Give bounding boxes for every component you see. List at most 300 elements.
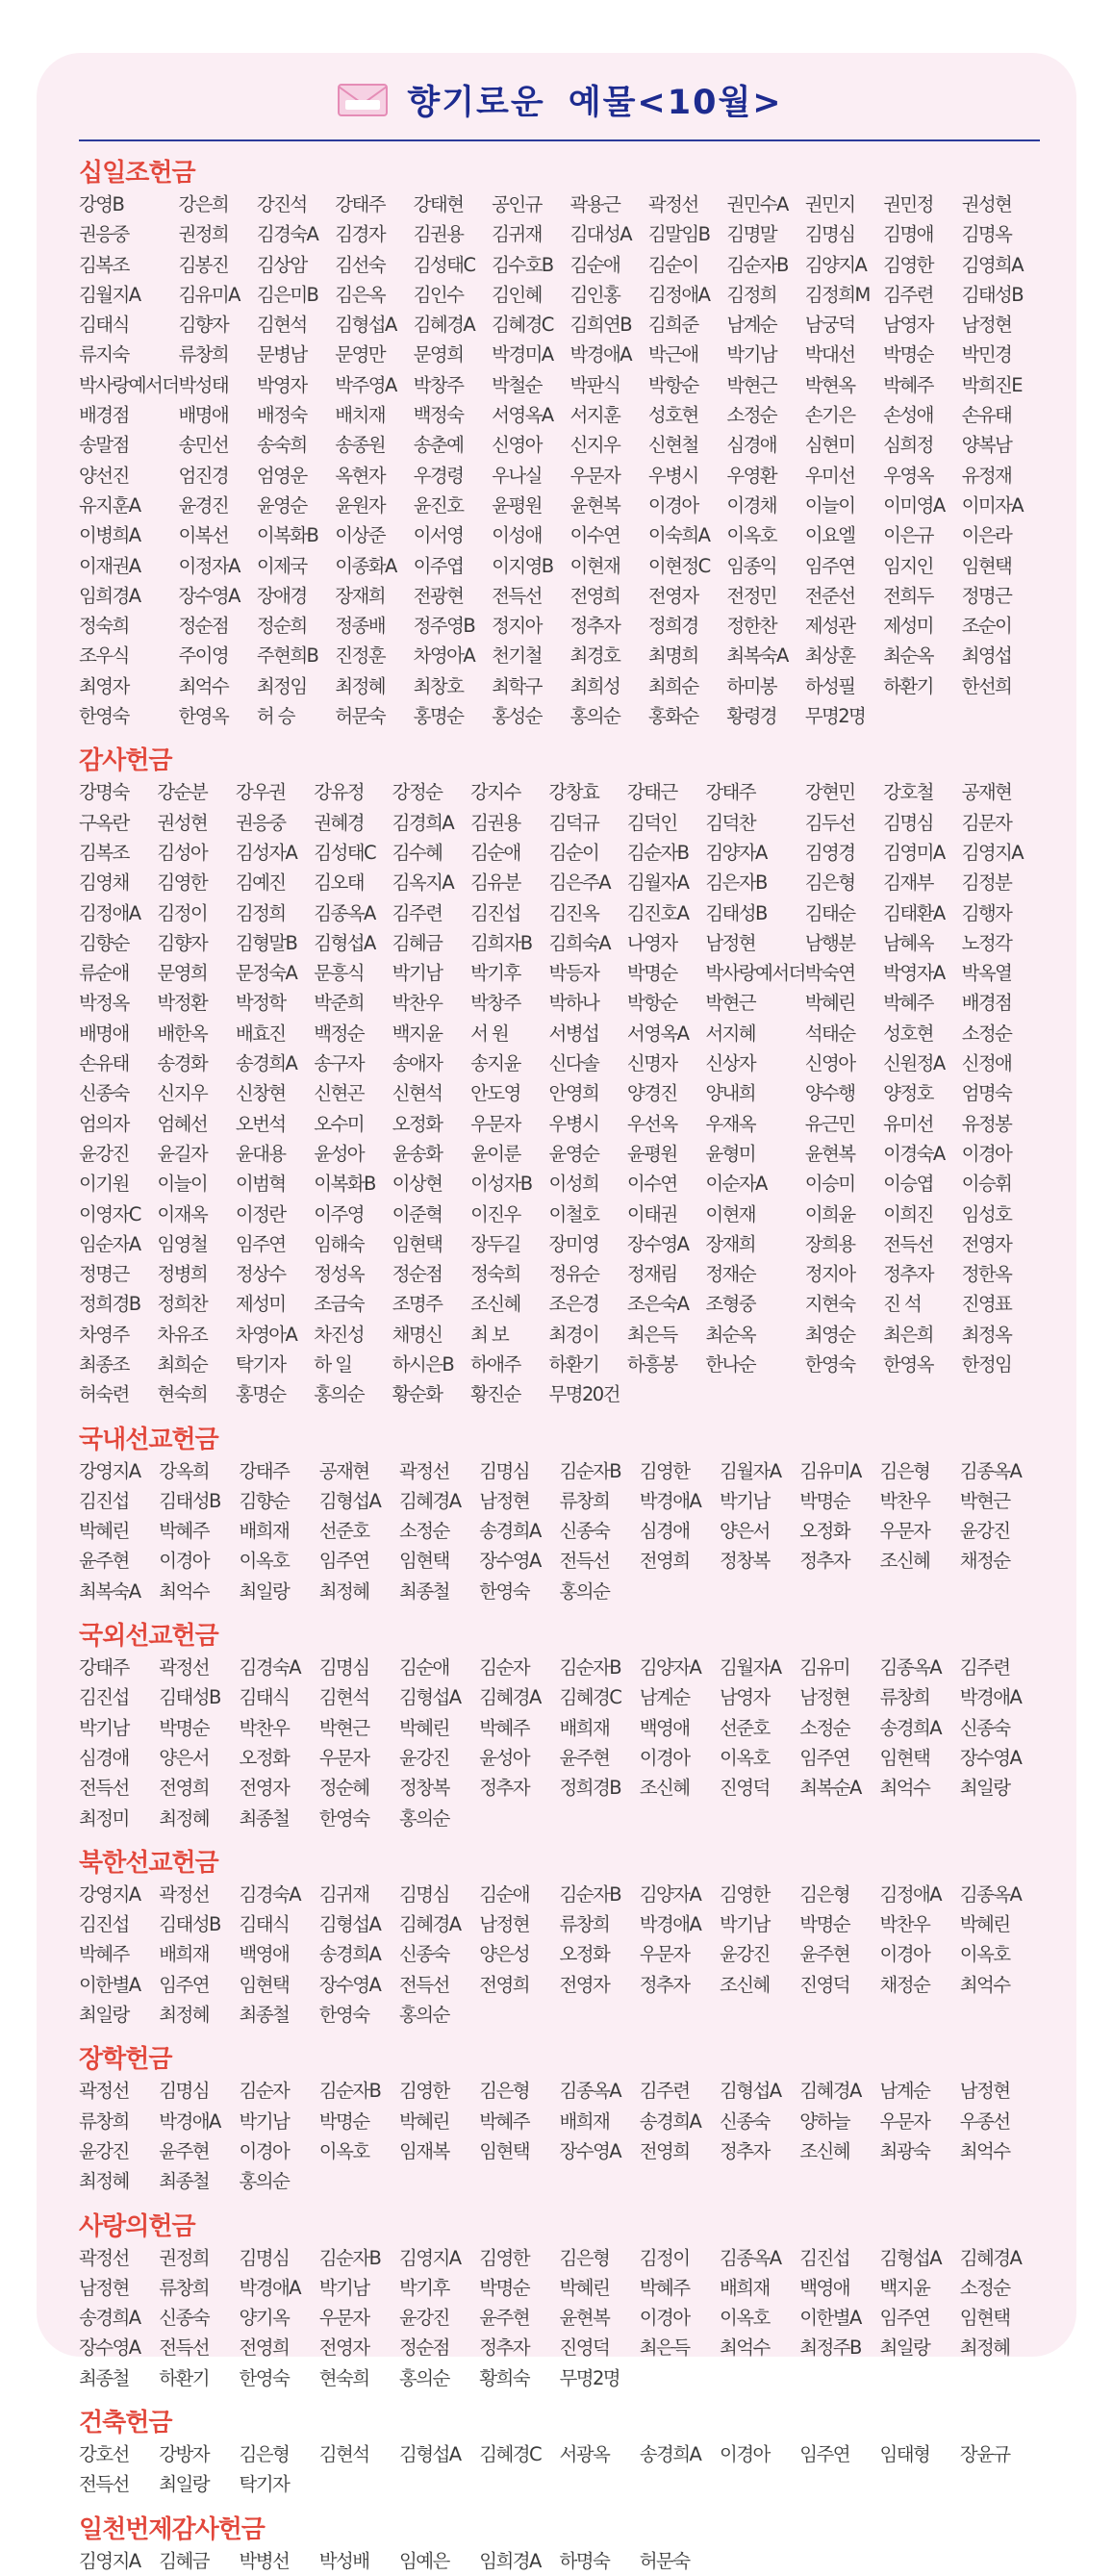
- donor-name: 강태주: [335, 193, 385, 215]
- donor-name: 박경애A: [639, 1913, 701, 1936]
- donor-name: 송종원: [335, 434, 385, 457]
- donor-name: 채정순: [879, 1973, 930, 1996]
- donor-name: 김양지A: [804, 253, 867, 276]
- donor-name: 임현택: [479, 2139, 529, 2162]
- donor-name: 조우식: [79, 644, 129, 668]
- donor-name: 황희숙: [479, 2366, 529, 2389]
- donor-name: 김태성B: [961, 283, 1024, 306]
- donor-name: 강영지A: [79, 1882, 140, 1906]
- donor-name: 박현근: [705, 992, 756, 1015]
- donor-name: 윤영순: [548, 1142, 599, 1165]
- donor-name: 이정란: [235, 1202, 286, 1225]
- donor-name: 김혜경A: [959, 2246, 1022, 2269]
- donor-name: 이병희A: [79, 524, 140, 547]
- donor-name: 조은경: [548, 1293, 599, 1316]
- donor-name: 지현숙: [804, 1293, 855, 1316]
- donor-name: 유정봉: [961, 1112, 1012, 1135]
- donor-name: 윤대용: [235, 1142, 286, 1165]
- donor-name: 강영지A: [79, 1459, 140, 1482]
- donor-name: 정추자: [883, 1263, 933, 1286]
- donor-name: 김영한: [883, 253, 933, 276]
- donor-name: 장재희: [705, 1232, 756, 1255]
- donor-name: 김태식: [239, 1913, 290, 1936]
- donor-name: 류창희: [79, 2109, 129, 2133]
- donor-name: 우병시: [548, 1112, 599, 1135]
- donor-name: 선준호: [720, 1716, 770, 1739]
- donor-name: 김진섭: [799, 2246, 849, 2269]
- donor-name: 우경령: [413, 464, 464, 487]
- donor-name: 김희자B: [470, 931, 532, 954]
- donor-name: 우재옥: [705, 1112, 756, 1135]
- donor-name: 이희윤: [804, 1202, 855, 1225]
- donor-name: 김순이: [548, 841, 599, 864]
- donor-name: 장미영: [548, 1232, 599, 1255]
- donor-name: 양하늘: [799, 2109, 849, 2133]
- donor-name: 정한옥: [961, 1263, 1012, 1286]
- donor-name: 김말임B: [647, 223, 710, 246]
- donor-name: 성호현: [647, 404, 698, 427]
- donor-name: 김정이: [639, 2246, 690, 2269]
- donor-name: 이준혁: [392, 1202, 443, 1225]
- donor-name: 한정임: [961, 1352, 1012, 1376]
- donor-name: 배효진: [235, 1022, 286, 1045]
- donor-name: 최순옥: [883, 644, 933, 668]
- donor-name: 서지훈: [569, 404, 620, 427]
- donor-name: 장수영A: [559, 2139, 620, 2162]
- donor-name: 강호선: [79, 2443, 129, 2465]
- donor-name: 윤현복: [559, 2307, 610, 2330]
- donor-name: 임주연: [799, 2443, 849, 2465]
- donor-name: 홍화순: [647, 705, 698, 728]
- donor-name: 김권용: [413, 223, 464, 246]
- donor-name: 김월자A: [626, 871, 689, 895]
- donor-name: 김종옥A: [314, 901, 375, 924]
- donor-name: 양경진: [626, 1082, 677, 1105]
- donor-name: 이순자A: [705, 1173, 767, 1196]
- donor-name: 배명애: [178, 404, 229, 427]
- donor-name: 임현택: [961, 554, 1012, 577]
- donor-name: 우종선: [959, 2109, 1010, 2133]
- donor-name: 신종숙: [959, 1716, 1010, 1739]
- donor-name: 엄영운: [256, 464, 307, 487]
- donor-name: 강옥희: [159, 1459, 209, 1482]
- donor-name: 송말점: [79, 434, 129, 457]
- donor-name: 배희재: [559, 1716, 610, 1739]
- donor-name: 전득선: [79, 1777, 129, 1800]
- donor-name: 전득선: [883, 1232, 933, 1255]
- donor-name: 임희경A: [79, 584, 140, 607]
- donor-name: 하미봉: [726, 674, 777, 697]
- donor-name: 진영덕: [799, 1973, 849, 1996]
- donor-name: 우나실: [492, 464, 542, 487]
- donor-name: 박혜주: [159, 1520, 209, 1543]
- donor-name: 탁기자: [235, 1352, 286, 1376]
- donor-name: 최정혜: [159, 2004, 209, 2027]
- donor-name: 이승미: [804, 1173, 855, 1196]
- donor-name: 박찬우: [879, 1489, 930, 1512]
- donor-name: 전영희: [479, 1973, 529, 1996]
- donor-name: 문영희: [413, 343, 464, 366]
- donor-name: 정추자: [799, 1550, 849, 1573]
- donor-name: 최복숙A: [79, 1579, 140, 1603]
- donor-name: 전희두: [883, 584, 933, 607]
- donor-name: 임현택: [959, 2307, 1010, 2330]
- donor-name: 김형섭A: [318, 1489, 381, 1512]
- section-title: 십일조헌금: [79, 159, 195, 188]
- donor-name: 한영옥: [178, 705, 229, 728]
- donor-name: 이한별A: [79, 1973, 140, 1996]
- donor-name: 차영아A: [235, 1323, 297, 1346]
- donor-name: 신종숙: [399, 1943, 449, 1966]
- donor-name: 박경미A: [492, 343, 553, 366]
- donor-name: 양수행: [804, 1082, 855, 1105]
- donor-name: 박등자: [548, 962, 599, 985]
- donor-name: 정창복: [720, 1550, 770, 1573]
- donor-name: 김경희A: [392, 811, 454, 834]
- donor-name: 최정임: [256, 674, 307, 697]
- donor-name: 남행분: [804, 931, 855, 954]
- donor-name: 정순점: [392, 1263, 443, 1286]
- donor-name: 차유조: [157, 1323, 208, 1346]
- donor-name: 조형중: [705, 1293, 756, 1316]
- donor-name: 이복화B: [256, 524, 318, 547]
- donor-name: 이은라: [961, 524, 1012, 547]
- donor-name: 이정자A: [178, 554, 240, 577]
- donor-name: 양은성: [479, 1943, 529, 1966]
- donor-name: 하시은B: [392, 1352, 454, 1376]
- donor-name: 김권용: [470, 811, 520, 834]
- donor-name: 공재현: [961, 781, 1012, 804]
- donor-name: 허문숙: [639, 2549, 690, 2572]
- donor-name: 김순자B: [726, 253, 788, 276]
- donor-name: 임순자A: [79, 1232, 140, 1255]
- donor-name: 강태근: [626, 781, 677, 804]
- donor-name: 김주련: [883, 283, 933, 306]
- donor-name: 한영숙: [318, 2004, 369, 2027]
- donor-name: 임현택: [239, 1973, 290, 1996]
- name-list: [79, 2243, 1040, 2393]
- donor-name: 박혜린: [804, 992, 855, 1015]
- donor-name: 남정현: [79, 2276, 129, 2299]
- donor-name: 김영지A: [399, 2246, 461, 2269]
- donor-name: 양정호: [883, 1082, 933, 1105]
- donor-name: 박정학: [235, 992, 286, 1015]
- donor-name: 강방자: [159, 2443, 209, 2465]
- donor-name: 하환기: [159, 2366, 209, 2389]
- donor-name: 허문숙: [335, 705, 385, 728]
- donor-name: 정순점: [178, 615, 229, 638]
- donor-name: 배치재: [335, 404, 385, 427]
- donor-name: 이승휘: [961, 1173, 1012, 1196]
- donor-name: 김종옥A: [559, 2080, 620, 2103]
- donor-name: 하환기: [883, 674, 933, 697]
- donor-name: 김순이: [647, 253, 698, 276]
- donor-name: 송애자: [392, 1052, 443, 1075]
- donor-name: 조신혜: [799, 2139, 849, 2162]
- donor-name: 정순희: [256, 615, 307, 638]
- donor-name: 문정숙A: [235, 962, 297, 985]
- donor-name: 이미자A: [961, 493, 1024, 517]
- donor-name: 박찬우: [879, 1913, 930, 1936]
- donor-name: 공재현: [318, 1459, 369, 1482]
- donor-name: 김성자A: [235, 841, 297, 864]
- donor-name: 김순애: [569, 253, 620, 276]
- donor-name: 류창희: [559, 1489, 610, 1512]
- donor-name: 정희경B: [79, 1293, 140, 1316]
- offering-section: [79, 746, 1040, 1409]
- donor-name: 제성미: [883, 615, 933, 638]
- donor-name: 서 원: [470, 1022, 509, 1045]
- donor-name: 박기남: [79, 1716, 129, 1739]
- donor-name: 백영애: [239, 1943, 290, 1966]
- donor-name: 전득선: [79, 2473, 129, 2496]
- donor-name: 차영주: [79, 1323, 129, 1346]
- donor-name: 김봉진: [178, 253, 229, 276]
- donor-name: 박명순: [159, 1716, 209, 1739]
- donor-name: 김종옥A: [959, 1882, 1022, 1906]
- donor-name: 최복순A: [799, 1777, 861, 1800]
- donor-name: 김덕규: [548, 811, 599, 834]
- donor-name: 임현택: [392, 1232, 443, 1255]
- donor-name: 윤형미: [705, 1142, 756, 1165]
- donor-name: 박경애A: [569, 343, 631, 366]
- donor-name: 김진섭: [470, 901, 520, 924]
- donor-name: 김유미A: [799, 1459, 861, 1482]
- donor-name: 한선희: [961, 674, 1012, 697]
- donor-name: 홍의순: [569, 705, 620, 728]
- donor-name: 최억수: [159, 1579, 209, 1603]
- donor-name: 김영한: [399, 2080, 449, 2103]
- donor-name: 김월자A: [720, 1459, 781, 1482]
- donor-name: 박혜린: [399, 2109, 449, 2133]
- donor-name: 안도영: [470, 1082, 520, 1105]
- envelope-icon: [336, 81, 390, 119]
- donor-name: 남정현: [961, 314, 1012, 337]
- header: [94, 66, 1024, 134]
- donor-name: 배정숙: [256, 404, 307, 427]
- donor-name: 김정애A: [79, 901, 140, 924]
- donor-name: 임현택: [399, 1550, 449, 1573]
- donor-name: 서광옥: [559, 2443, 610, 2465]
- donor-name: 황순화: [392, 1383, 443, 1406]
- donor-name: 류창희: [879, 1686, 930, 1709]
- donor-name: 김태환A: [883, 901, 945, 924]
- donor-name: 김정희M: [804, 283, 870, 306]
- donor-name: 이성애: [492, 524, 542, 547]
- donor-name: 홍의순: [399, 2004, 449, 2027]
- donor-name: 이한별A: [799, 2307, 861, 2330]
- donor-name: 전득선: [399, 1973, 449, 1996]
- donor-name: 이진우: [470, 1202, 520, 1225]
- donor-name: 김영미A: [883, 841, 945, 864]
- donor-name: 홍의순: [399, 2366, 449, 2389]
- donor-name: 허숙련: [79, 1383, 129, 1406]
- donor-name: 이수연: [626, 1173, 677, 1196]
- donor-name: 한영숙: [318, 1806, 369, 1830]
- donor-name: 남계순: [726, 314, 777, 337]
- donor-name: 한영숙: [804, 1352, 855, 1376]
- donor-name: 김은형: [239, 2443, 290, 2465]
- donor-name: 정명근: [79, 1263, 129, 1286]
- donor-name: 조신혜: [470, 1293, 520, 1316]
- donor-name: 김순애: [479, 1882, 529, 1906]
- name-list: [79, 1653, 1040, 1833]
- donor-name: 김진옥: [548, 901, 599, 924]
- donor-name: 윤주현: [479, 2307, 529, 2330]
- donor-name: 박현옥: [804, 373, 855, 396]
- donor-name: 정추자: [479, 1777, 529, 1800]
- donor-name: 최경호: [569, 644, 620, 668]
- donor-name: 오정화: [239, 1746, 290, 1769]
- donor-name: 옥현자: [335, 464, 385, 487]
- donor-name: 정병희: [157, 1263, 208, 1286]
- donor-name: 송민선: [178, 434, 229, 457]
- donor-name: 송경화: [157, 1052, 208, 1075]
- donor-name: 나영자: [626, 931, 677, 954]
- donor-name: 최정혜: [159, 1806, 209, 1830]
- donor-name: 한영숙: [239, 2366, 290, 2389]
- donor-name: 김덕인: [626, 811, 677, 834]
- donor-name: 이성자B: [470, 1173, 532, 1196]
- donor-name: 무명2명: [804, 705, 866, 728]
- donor-name: 장재희: [335, 584, 385, 607]
- donor-name: 배경점: [961, 992, 1012, 1015]
- donor-name: 권성현: [157, 811, 208, 834]
- donor-name: 박근애: [647, 343, 698, 366]
- donor-name: 최순옥: [705, 1323, 756, 1346]
- header-divider: [79, 139, 1040, 141]
- donor-name: 김주련: [959, 1656, 1010, 1679]
- donor-name: 박기남: [318, 2276, 369, 2299]
- donor-name: 홍명순: [235, 1383, 286, 1406]
- donor-name: 신창현: [235, 1082, 286, 1105]
- donor-name: 송경희A: [639, 2109, 701, 2133]
- donor-name: 공인규: [492, 193, 542, 215]
- donor-name: 소정순: [799, 1716, 849, 1739]
- donor-name: 윤원자: [335, 493, 385, 517]
- donor-name: 최종철: [239, 1806, 290, 1830]
- donor-name: 진정훈: [335, 644, 385, 668]
- donor-name: 김혜경A: [399, 1489, 461, 1512]
- donor-name: 장수영A: [626, 1232, 689, 1255]
- donor-name: 임희경A: [479, 2549, 541, 2572]
- donor-name: 김경숙A: [239, 1882, 300, 1906]
- donor-name: 전영희: [159, 1777, 209, 1800]
- donor-name: 탁기자: [239, 2473, 290, 2496]
- donor-name: 엄명숙: [961, 1082, 1012, 1105]
- donor-name: 김혜경C: [492, 314, 553, 337]
- donor-name: 박희진E: [961, 373, 1023, 396]
- donor-name: 권민수A: [726, 193, 788, 215]
- donor-name: 윤경진: [178, 493, 229, 517]
- donor-name: 정명근: [961, 584, 1012, 607]
- donor-name: 임지인: [883, 554, 933, 577]
- donor-name: 김명심: [318, 1656, 369, 1679]
- donor-name: 박현근: [726, 373, 777, 396]
- donor-name: 김향순: [79, 931, 129, 954]
- donor-name: 백정숙: [413, 404, 464, 427]
- donor-name: 신다솔: [548, 1052, 599, 1075]
- donor-name: 차영아A: [413, 644, 475, 668]
- donor-name: 이옥호: [959, 1943, 1010, 1966]
- donor-name: 박현근: [959, 1489, 1010, 1512]
- donor-name: 박성태: [178, 373, 229, 396]
- donor-name: 김혜경A: [479, 1686, 541, 1709]
- donor-name: 우문자: [318, 2307, 369, 2330]
- donor-name: 신현철: [647, 434, 698, 457]
- donor-name: 권응중: [235, 811, 286, 834]
- donor-name: 조명주: [392, 1293, 443, 1316]
- donor-name: 김영한: [720, 1882, 770, 1906]
- donor-name: 윤성아: [479, 1746, 529, 1769]
- donor-name: 윤주현: [559, 1746, 610, 1769]
- donor-name: 이경아: [239, 2139, 290, 2162]
- donor-name: 김주련: [639, 2080, 690, 2103]
- donor-name: 진영표: [961, 1293, 1012, 1316]
- donor-name: 신지우: [157, 1082, 208, 1105]
- donor-name: 김혜경A: [799, 2080, 861, 2103]
- donor-name: 이은규: [883, 524, 933, 547]
- donor-name: 정성옥: [314, 1263, 364, 1286]
- section-title: 국내선교헌금: [79, 1425, 218, 1454]
- donor-name: 윤강진: [79, 2139, 129, 2162]
- donor-name: 최종철: [159, 2170, 209, 2193]
- donor-name: 류순애: [79, 962, 129, 985]
- donor-name: 김진섭: [79, 1913, 129, 1936]
- donor-name: 김태성B: [159, 1686, 220, 1709]
- donor-name: 박기남: [720, 1913, 770, 1936]
- donor-name: 심경애: [79, 1746, 129, 1769]
- donor-name: 소정순: [399, 1520, 449, 1543]
- donor-name: 선준호: [318, 1520, 369, 1543]
- donor-name: 이경아: [639, 2307, 690, 2330]
- donor-name: 류지숙: [79, 343, 129, 366]
- donor-name: 최억수: [959, 1973, 1010, 1996]
- donor-name: 곽정선: [159, 1882, 209, 1906]
- donor-name: 정희경: [647, 615, 698, 638]
- section-title: 북한선교헌금: [79, 1848, 218, 1878]
- donor-name: 김희연B: [569, 314, 631, 337]
- donor-name: 박명순: [479, 2276, 529, 2299]
- section-title: 사랑의헌금: [79, 2211, 195, 2241]
- donor-name: 김복조: [79, 253, 129, 276]
- donor-name: 정추자: [639, 1973, 690, 1996]
- donor-name: 제성미: [235, 1293, 286, 1316]
- donor-name: 박철순: [492, 373, 542, 396]
- donor-name: 최종조: [79, 1352, 129, 1376]
- donor-name: 남영자: [883, 314, 933, 337]
- donor-name: 홍의순: [559, 1579, 610, 1603]
- donor-name: 김양자A: [705, 841, 767, 864]
- donor-name: 이주영: [314, 1202, 364, 1225]
- donor-name: 김명심: [883, 811, 933, 834]
- donor-name: 전득선: [559, 1550, 610, 1573]
- donor-name: 김형섭A: [879, 2246, 941, 2269]
- donor-name: 우영옥: [883, 464, 933, 487]
- donor-name: 권민정: [883, 193, 933, 215]
- donor-name: 강우권: [235, 781, 286, 804]
- donor-name: 윤강진: [399, 2307, 449, 2330]
- donor-name: 백지윤: [879, 2276, 930, 2299]
- donor-name: 전영희: [639, 1550, 690, 1573]
- donor-name: 김희숙A: [548, 931, 610, 954]
- donor-name: 강태주: [705, 781, 756, 804]
- donor-name: 김경자: [335, 223, 385, 246]
- donor-name: 이경아: [720, 2443, 770, 2465]
- donor-name: 정창복: [399, 1777, 449, 1800]
- donor-name: 이늘이: [804, 493, 855, 517]
- donor-name: 김정희: [235, 901, 286, 924]
